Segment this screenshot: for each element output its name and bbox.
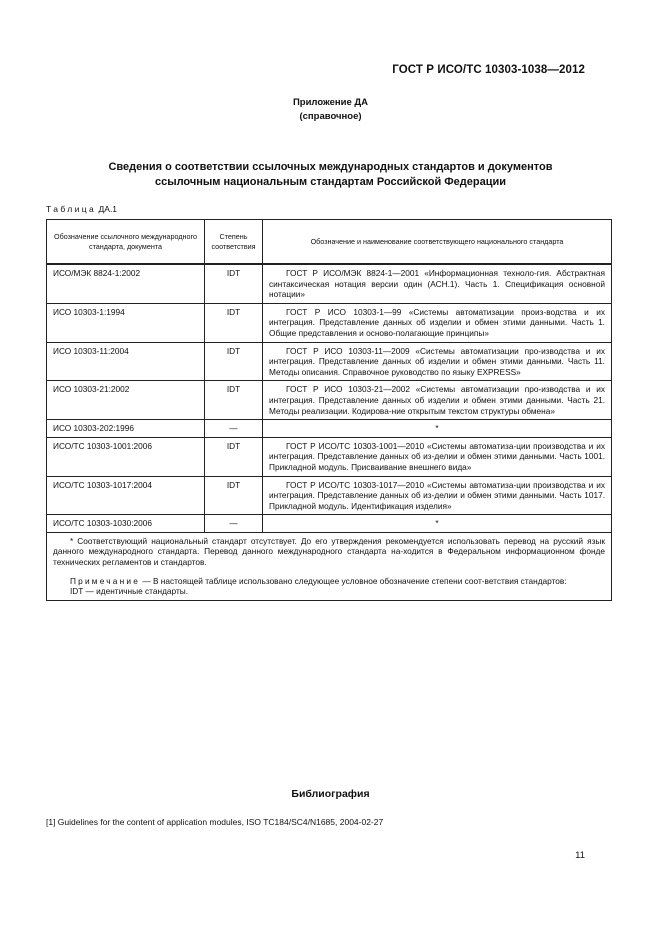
note-label: Примечание [70,575,141,586]
cell-degree: — [205,420,263,438]
table-row [47,515,612,533]
table-caption [46,204,117,214]
appendix-subtitle: (справочное) [299,111,362,122]
cell-national-standard: ГОСТ Р ИСО/ТС 10303-1001—2010 «Системы автоматиза-ции производства и их интеграция. Представление данных об из-делии и обмен этими данными. Часть 1001. Прикладной модуль. Присваивание внешнего вида» [263,437,612,476]
bibliography-item: [1] Guidelines for the content of application modules, ISO TC184/SC4/N1685, 2004-02-27 [46,817,384,827]
cell-national-standard: ГОСТ Р ИСО 10303-21—2002 «Системы автоматизации про-изводства и их интеграция. Представление данных об изделии и обмен этими данными. Часть 21. Методы реализации. Кодирова-ние открытым текстом структуры обмена» [263,381,612,420]
cell-degree: IDT [205,264,263,303]
cell-national-standard: * [263,420,612,438]
table-row [47,303,612,342]
table-row [47,420,612,438]
cell-international-code: ИСО 10303-202:1996 [47,420,205,438]
appendix-title: Приложение ДА [292,97,369,108]
cell-national-standard: ГОСТ Р ИСО/ТС 10303-1017—2010 «Системы автоматиза-ции производства и их интеграция. Представление данных об из-делии и обмен этими данными. Часть 1017. Прикладной модуль. Идентификация изделия» [263,476,612,515]
header-international: Обозначение ссылочного международного стандарта, документа [47,220,205,265]
table-caption-word: Таблица [46,204,97,214]
cell-national-standard: * [263,515,612,533]
table-header-row [47,220,612,265]
document-header: ГОСТ Р ИСО/ТС 10303-1038—2012 [392,64,585,76]
cell-degree: IDT [205,342,263,381]
cell-international-code: ИСО 10303-1:1994 [47,303,205,342]
table-note [53,576,605,587]
section-title-line1: Сведения о соответствии ссылочных международных стандартов и документов [108,161,553,173]
table-footnote: * Соответствующий национальный стандарт отсутствует. До его утверждения рекомендуется использовать перевод на русский язык данного международного стандарта. Перевод данного международного стандарта на-ходится в Федеральном информационном фонде технических регламентов и стандартов. [53,535,605,568]
cell-national-standard: ГОСТ Р ИСО/МЭК 8824-1—2001 «Информационная техноло-гия. Абстрактная синтаксическая нотация версии один (АСН.1). Часть 1. Спецификация основной нотации» [263,264,612,303]
cell-degree: — [205,515,263,533]
cell-degree: IDT [205,381,263,420]
cell-international-code: ИСО/ТС 10303-1017:2004 [47,476,205,515]
table-row [47,342,612,381]
header-national: Обозначение и наименование соответствующего национального стандарта [263,220,612,265]
bibliography-title: Библиография [291,788,370,800]
cell-international-code: ИСО/МЭК 8824-1:2002 [47,264,205,303]
appendix-heading [0,96,661,124]
table-footer-row [47,532,612,600]
cell-national-standard: ГОСТ Р ИСО 10303-1—99 «Системы автоматизации произ-водства и их интеграция. Представление данных об изделии и обмен этими данными. Часть 1. Общие представления и осново-полагающие принципы» [263,303,612,342]
cell-degree: IDT [205,303,263,342]
cell-degree: IDT [205,437,263,476]
cell-national-standard: ГОСТ Р ИСО 10303-11—2009 «Системы автоматизации про-изводства и их интеграция. Представление данных об изделии и обмен этими данными. Часть 11. Методы описания. Справочное руководство по языку EXPRESS» [263,342,612,381]
section-title-line2: ссылочным национальным стандартам Российской Федерации [154,176,507,188]
note-text: — В настоящей таблице использовано следующее условное обозначение степени соот-ветствия стандартов: [142,575,567,586]
table-row [47,264,612,303]
note-legend: IDT — идентичные стандарты. [70,586,189,597]
cell-international-code: ИСО/ТС 10303-1001:2006 [47,437,205,476]
cell-international-code: ИСО 10303-21:2002 [47,381,205,420]
cell-international-code: ИСО/ТС 10303-1030:2006 [47,515,205,533]
page-number: 11 [575,850,585,861]
header-degree: Степень соответствия [205,220,263,265]
table-footer [47,532,612,600]
table-row [47,476,612,515]
section-title [0,160,661,190]
cell-degree: IDT [205,476,263,515]
cell-international-code: ИСО 10303-11:2004 [47,342,205,381]
table-row [47,437,612,476]
table-caption-number: ДА.1 [98,204,118,214]
table-row [47,381,612,420]
correspondence-table [46,219,612,601]
